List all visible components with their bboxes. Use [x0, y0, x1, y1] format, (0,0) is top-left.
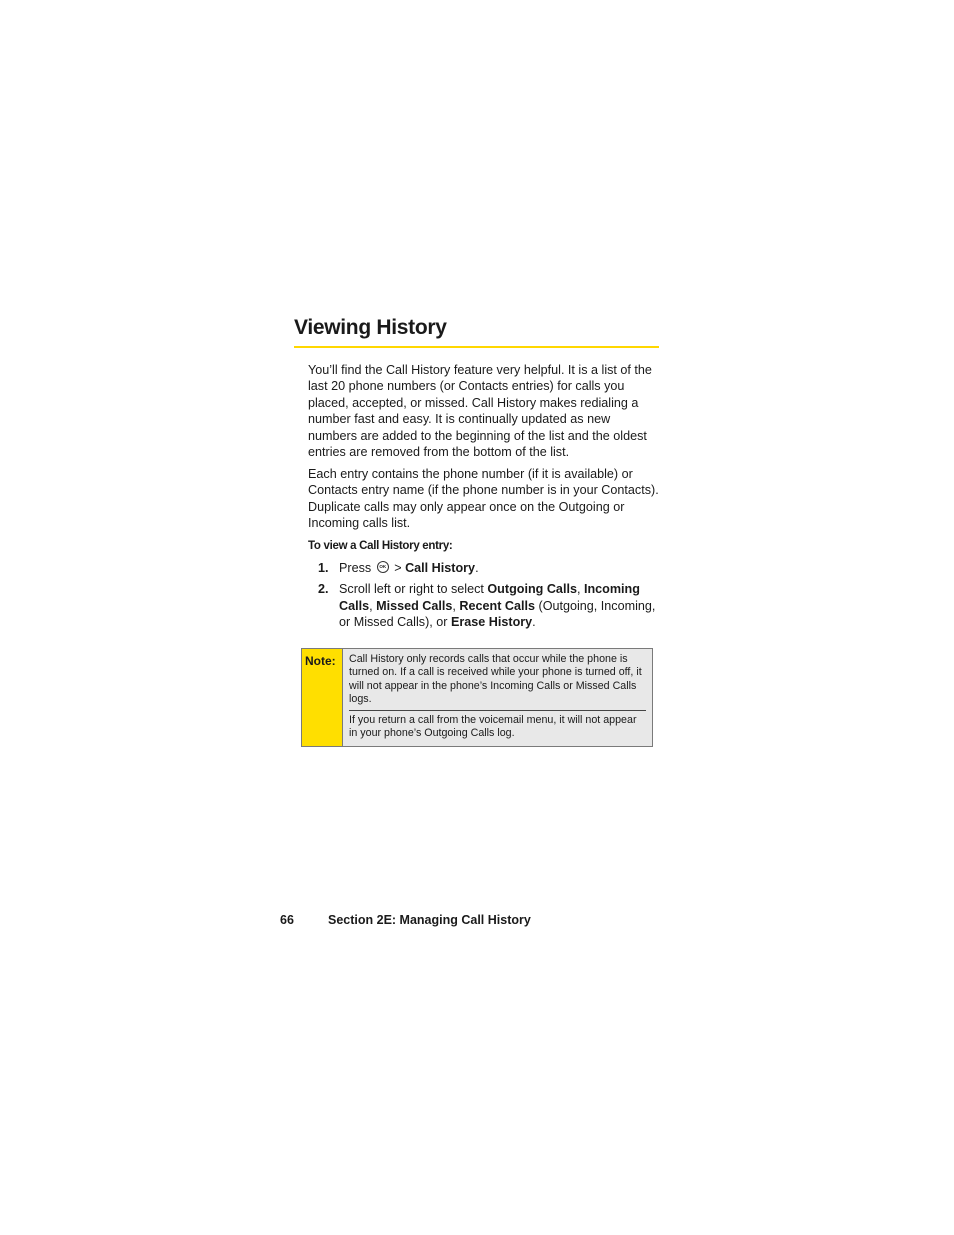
page-number: 66	[280, 913, 294, 927]
punctuation: .	[532, 615, 536, 630]
option-erase-history: Erase History	[450, 615, 533, 630]
punctuation: ,	[369, 598, 373, 613]
note-paragraph-1: Call History only records calls that occur while the phone is turned on. If a call is received while your phone is turned off, it will not appear in the phone’s Incoming Calls or Missed Calls logs.	[349, 653, 646, 711]
punctuation: .	[475, 561, 479, 575]
entry-paragraph: Each entry contains the phone number (if it is available) or Contacts entry name (if the phone number is in your Contacts). Duplicate calls may only appear once on the Outgoing or Incoming calls list.	[308, 467, 659, 531]
step-2	[318, 581, 660, 630]
ok-key-icon	[377, 561, 389, 573]
note-body	[343, 649, 652, 746]
note-label: Note:	[302, 649, 343, 746]
step-1	[318, 560, 660, 576]
step-text: Scroll left or right to select	[339, 582, 484, 597]
intro-paragraph: You’ll find the Call History feature very helpful. It is a list of the last 20 phone numbers (or Contacts entries) for calls you placed, accepted, or missed. Call History makes redialing a number fast and easy. It is continually updated as new numbers are added to the beginning of the list and the oldest entries are removed from the bottom of the list.	[308, 363, 652, 460]
procedure-steps	[318, 560, 660, 636]
section-title: Section 2E: Managing Call History	[328, 913, 531, 927]
menu-separator: >	[394, 561, 402, 575]
step-text: Press	[339, 561, 372, 575]
note-box	[301, 648, 653, 747]
option-recent-calls: Recent Calls	[459, 598, 535, 613]
note-paragraph-2: If you return a call from the voicemail menu, it will not appear in your phone’s Outgoing Calls log.	[349, 713, 637, 740]
option-incoming-calls: Incoming Calls	[339, 582, 640, 613]
step-text: (Outgoing, Incoming, or Missed Calls), or	[339, 598, 656, 630]
step-number: 2.	[318, 582, 329, 597]
step-number: 1.	[318, 561, 329, 575]
punctuation: ,	[576, 582, 581, 597]
menu-call-history: Call History	[405, 561, 476, 575]
page-title: Viewing History	[294, 316, 659, 348]
procedure-heading: To view a Call History entry:	[308, 540, 453, 552]
punctuation: ,	[452, 598, 456, 613]
option-outgoing-calls: Outgoing Calls	[487, 582, 577, 597]
option-missed-calls: Missed Calls	[376, 598, 453, 613]
